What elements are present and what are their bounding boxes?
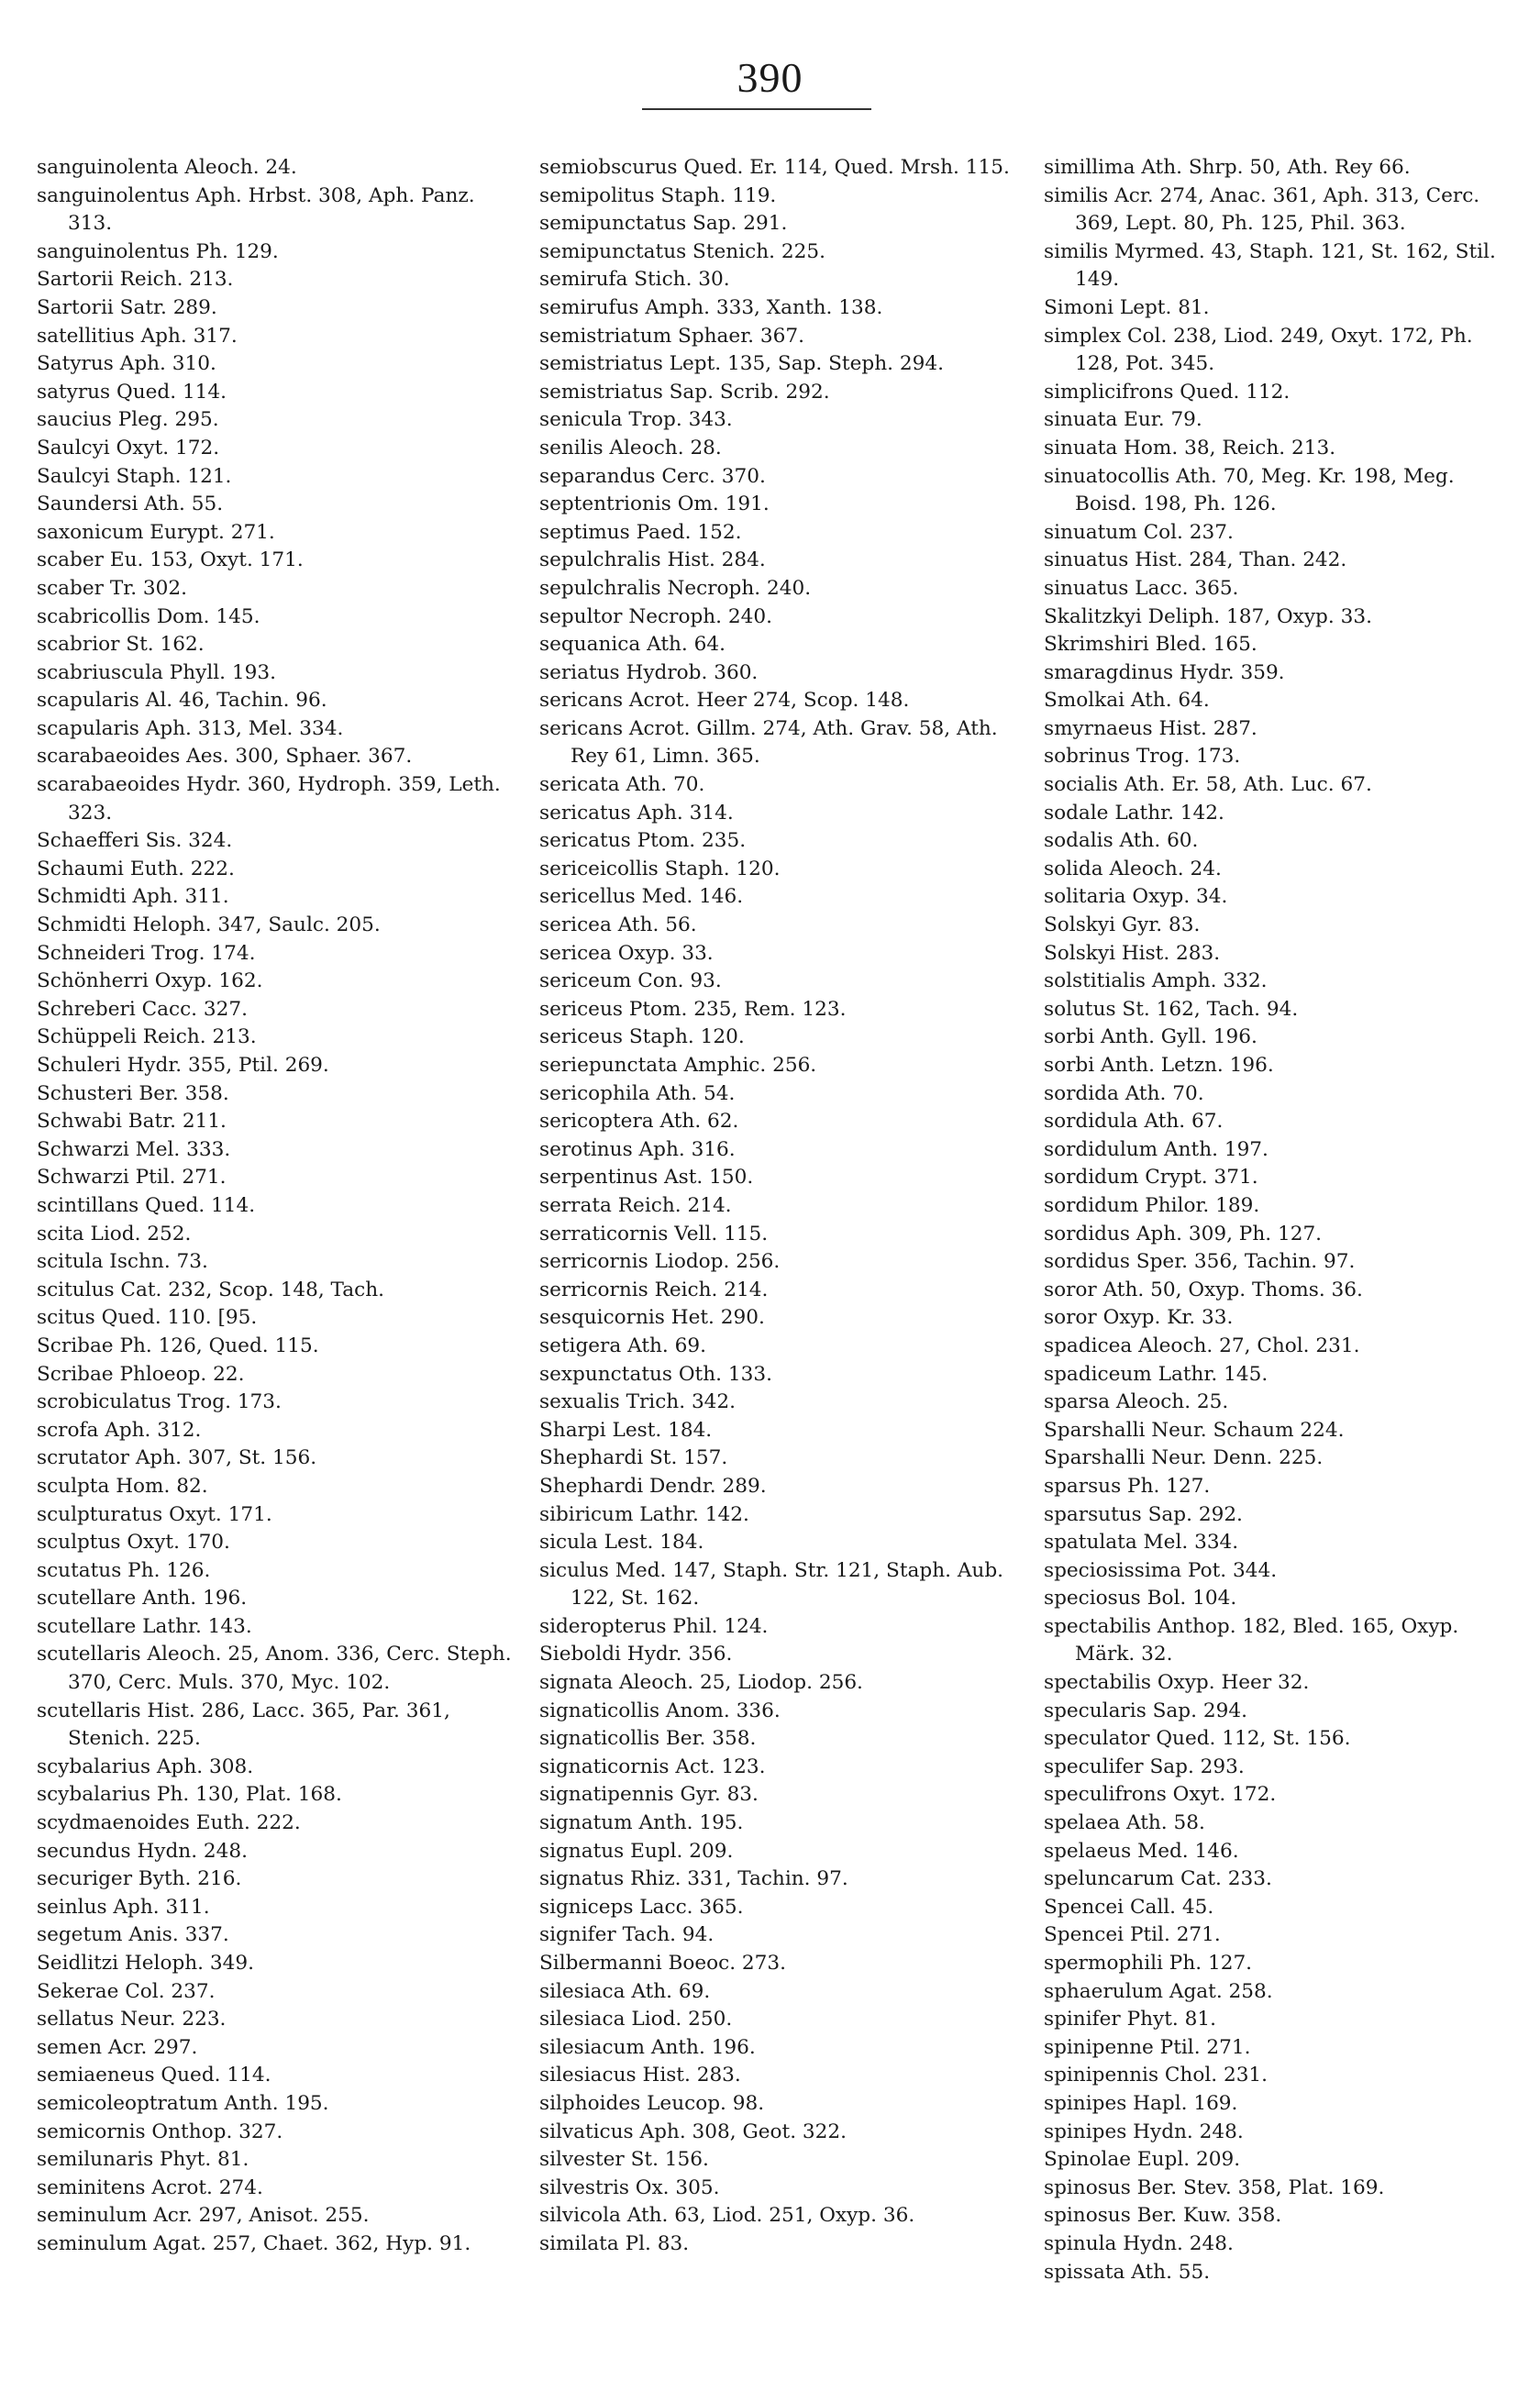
index-entry: sordidula Ath. 67. <box>1044 1110 1224 1134</box>
index-entry: sepulchralis Necroph. 240. <box>539 576 812 600</box>
index-entry: sicula Lest. 184. <box>539 1531 704 1555</box>
index-entry: scitula Ischn. 73. <box>37 1250 208 1274</box>
index-entry: Schüppeli Reich. 213. <box>37 1025 257 1049</box>
index-entry: Saulcyi Oxyt. 172. <box>37 436 220 459</box>
index-entry: sequanica Ath. 64. <box>539 633 726 657</box>
index-entry: Spinolae Eupl. 209. <box>1044 2148 1241 2172</box>
index-entry: scarabaeoides Hydr. 360, Hydroph. 359, Leth. 323. <box>37 773 501 825</box>
index-entry: semirufa Stich. 30. <box>539 268 730 292</box>
index-entry: scydmaenoides Euth. 222. <box>37 1811 301 1835</box>
index-entry: spadicea Aleoch. 27, Chol. 231. <box>1044 1334 1360 1357</box>
index-entry: sparsus Ph. 127. <box>1044 1474 1211 1498</box>
index-entry: Sharpi Lest. 184. <box>539 1418 713 1442</box>
index-entry: semipunctatus Sap. 291. <box>539 212 788 236</box>
index-entry: spadiceum Lathr. 145. <box>1044 1362 1269 1386</box>
index-entry: scaber Eu. 153, Oxyt. 171. <box>37 548 304 572</box>
index-entry: sesquicornis Het. 290. <box>539 1306 765 1330</box>
index-entry: scutellare Anth. 196. <box>37 1587 248 1611</box>
index-entry: sobrinus Trog. 173. <box>1044 745 1241 769</box>
index-entry: Schusteri Ber. 358. <box>37 1081 229 1105</box>
index-entry: scabricollis Dom. 145. <box>37 604 260 628</box>
index-entry: scutellare Lathr. 143. <box>37 1614 252 1638</box>
index-entry: sordidus Sper. 356, Tachin. 97. <box>1044 1250 1356 1274</box>
index-entry: secundus Hydn. 248. <box>37 1839 249 1863</box>
index-entry: serricornis Liodop. 256. <box>539 1250 781 1274</box>
index-entry: silvicola Ath. 63, Liod. 251, Oxyp. 36. <box>539 2204 915 2228</box>
index-entry: setigera Ath. 69. <box>539 1334 706 1357</box>
index-entry: Sparshalli Neur. Schaum 224. <box>1044 1418 1345 1442</box>
index-entry: sordida Ath. 70. <box>1044 1081 1204 1105</box>
index-entry: sericellus Med. 146. <box>539 885 744 909</box>
index-entry: Sekerae Col. 237. <box>37 1979 216 2003</box>
index-column-2 <box>539 154 1016 2259</box>
index-entry: silvestris Ox. 305. <box>539 2175 720 2199</box>
index-entry: Schwabi Batr. 211. <box>37 1110 227 1134</box>
index-entry: Schönherri Oxyp. 162. <box>37 969 263 993</box>
index-entry: signaticornis Act. 123. <box>539 1754 766 1778</box>
index-entry: signaticollis Ber. 358. <box>539 1727 757 1751</box>
index-entry: Saulcyi Staph. 121. <box>37 464 232 488</box>
index-entry: signatum Anth. 195. <box>539 1811 744 1835</box>
index-entry: semiobscurus Qued. Er. 114, Qued. Mrsh. 115. <box>539 156 1010 179</box>
index-entry: semirufus Amph. 333, Xanth. 138. <box>539 295 883 319</box>
index-entry: sericans Acrot. Heer 274, Scop. 148. <box>539 689 910 713</box>
index-entry: semicornis Onthop. 327. <box>37 2120 283 2143</box>
index-entry: sexpunctatus Oth. 133. <box>539 1362 772 1386</box>
index-entry: signifer Tach. 94. <box>539 1923 715 1947</box>
index-entry: sericeum Con. 93. <box>539 969 722 993</box>
index-entry: Schaefferi Sis. 324. <box>37 829 233 853</box>
index-entry: segetum Anis. 337. <box>37 1923 229 1947</box>
index-entry: sordidum Crypt. 371. <box>1044 1166 1258 1190</box>
index-entry: scarabaeoides Aes. 300, Sphaer. 367. <box>37 745 413 769</box>
index-entry: seminulum Acr. 297, Anisot. 255. <box>37 2204 370 2228</box>
index-entry: sibiricum Lathr. 142. <box>539 1502 749 1526</box>
index-entry: scapularis Al. 46, Tachin. 96. <box>37 689 327 713</box>
index-entry: satyrus Qued. 114. <box>37 380 227 404</box>
index-entry: sinuata Hom. 38, Reich. 213. <box>1044 436 1336 459</box>
index-entry: scabriuscula Phyll. 193. <box>37 660 276 684</box>
index-entry: speluncarum Cat. 233. <box>1044 1867 1272 1891</box>
index-entry: sericans Acrot. Gillm. 274, Ath. Grav. 58, Ath. Rey 61, Limn. 365. <box>539 716 998 769</box>
index-entry: Schaumi Euth. 222. <box>37 857 235 880</box>
index-entry: silphoides Leucop. 98. <box>539 2091 765 2115</box>
index-entry: sordidum Philor. 189. <box>1044 1193 1260 1217</box>
index-entry: similis Myrmed. 43, Staph. 121, St. 162, Stil. 149. <box>1044 239 1496 292</box>
index-entry: sideropterus Phil. 124. <box>539 1614 769 1638</box>
index-entry: silesiaca Ath. 69. <box>539 1979 711 2003</box>
index-entry: sericea Oxyp. 33. <box>539 941 714 965</box>
index-entry: serpentinus Ast. 150. <box>539 1166 754 1190</box>
index-entry: semipunctatus Stenich. 225. <box>539 239 825 263</box>
index-entry: Skrimshiri Bled. 165. <box>1044 633 1257 657</box>
index-entry: spinipes Hapl. 169. <box>1044 2091 1238 2115</box>
index-entry: speculator Qued. 112, St. 156. <box>1044 1727 1351 1751</box>
index-entry: sorbi Anth. Letzn. 196. <box>1044 1054 1274 1077</box>
index-entry: seriepunctata Amphic. 256. <box>539 1054 817 1077</box>
index-entry: spelaea Ath. 58. <box>1044 1811 1205 1835</box>
index-entry: Seidlitzi Heloph. 349. <box>37 1952 254 1975</box>
index-entry: Shephardi Dendr. 289. <box>539 1474 767 1498</box>
index-entry: signata Aleoch. 25, Liodop. 256. <box>539 1671 863 1695</box>
index-entry: saxonicum Eurypt. 271. <box>37 520 275 544</box>
index-entry: scutellaris Hist. 286, Lacc. 365, Par. 361, Stenich. 225. <box>37 1699 450 1751</box>
index-entry: sphaerulum Agat. 258. <box>1044 1979 1273 2003</box>
index-entry: Spencei Ptil. 271. <box>1044 1923 1221 1947</box>
index-entry: sericoptera Ath. 62. <box>539 1110 739 1134</box>
index-entry: spissata Ath. 55. <box>1044 2260 1211 2284</box>
page-number: 390 <box>737 54 803 101</box>
index-entry: spectabilis Oxyp. Heer 32. <box>1044 1671 1310 1695</box>
index-entry: semilunaris Phyt. 81. <box>37 2148 249 2172</box>
index-entry: Schmidti Aph. 311. <box>37 885 229 909</box>
index-entry: scutatus Ph. 126. <box>37 1558 211 1582</box>
index-entry: sinuatum Col. 237. <box>1044 520 1234 544</box>
index-entry: silesiaca Liod. 250. <box>539 2008 733 2031</box>
index-entry: spectabilis Anthop. 182, Bled. 165, Oxyp. Märk. 32. <box>1044 1614 1459 1666</box>
index-entry: semiaeneus Qued. 114. <box>37 2064 271 2087</box>
index-column-3 <box>1044 154 1521 2286</box>
index-entry: signatipennis Gyr. 83. <box>539 1783 759 1807</box>
index-entry: spinifer Phyt. 81. <box>1044 2008 1216 2031</box>
index-entry: Saundersi Ath. 55. <box>37 493 224 516</box>
index-entry: sepulchralis Hist. 284. <box>539 548 766 572</box>
index-entry: sinuatocollis Ath. 70, Meg. Kr. 198, Meg. Boisd. 198, Ph. 126. <box>1044 464 1455 516</box>
index-entry: saucius Pleg. 295. <box>37 408 219 432</box>
index-entry: sericatus Aph. 314. <box>539 801 734 825</box>
index-entry: satellitius Aph. 317. <box>37 324 238 348</box>
index-entry: siculus Med. 147, Staph. Str. 121, Staph. Aub. 122, St. 162. <box>539 1558 1004 1611</box>
index-entry: scrutator Aph. 307, St. 156. <box>37 1446 317 1470</box>
index-entry: serrata Reich. 214. <box>539 1193 732 1217</box>
index-entry: Sieboldi Hydr. 356. <box>539 1643 733 1666</box>
index-entry: scapularis Aph. 313, Mel. 334. <box>37 716 344 740</box>
index-entry: sinuata Eur. 79. <box>1044 408 1202 432</box>
index-entry: spinosus Ber. Stev. 358, Plat. 169. <box>1044 2175 1385 2199</box>
index-entry: socialis Ath. Er. 58, Ath. Luc. 67. <box>1044 773 1372 797</box>
index-entry: silvester St. 156. <box>539 2148 709 2172</box>
index-entry: scaber Tr. 302. <box>37 576 187 600</box>
header-rule <box>642 108 871 110</box>
index-entry: sorbi Anth. Gyll. 196. <box>1044 1025 1257 1049</box>
index-entry: simplicifrons Qued. 112. <box>1044 380 1291 404</box>
index-entry: solstitialis Amph. 332. <box>1044 969 1268 993</box>
index-entry: soror Ath. 50, Oxyp. Thoms. 36. <box>1044 1278 1363 1301</box>
index-column-1 <box>37 154 514 2259</box>
index-entry: Smolkai Ath. 64. <box>1044 689 1210 713</box>
index-entry: septentrionis Om. 191. <box>539 493 770 516</box>
index-entry: smaragdinus Hydr. 359. <box>1044 660 1285 684</box>
index-entry: sordidus Aph. 309, Ph. 127. <box>1044 1222 1323 1245</box>
index-entry: sordidulum Anth. 197. <box>1044 1137 1269 1161</box>
index-entry: semen Acr. 297. <box>37 2035 198 2059</box>
index-entry: Silbermanni Boeoc. 273. <box>539 1952 787 1975</box>
index-entry: Sartorii Satr. 289. <box>37 295 217 319</box>
index-entry: signatus Eupl. 209. <box>539 1839 734 1863</box>
index-entry: Scribae Ph. 126, Qued. 115. <box>37 1334 319 1357</box>
index-entry: senilis Aleoch. 28. <box>539 436 722 459</box>
index-entry: sculpta Hom. 82. <box>37 1474 208 1498</box>
index-entry: semipolitus Staph. 119. <box>539 183 777 207</box>
index-entry: spinula Hydn. 248. <box>1044 2231 1234 2255</box>
index-entry: simillima Ath. Shrp. 50, Ath. Rey 66. <box>1044 156 1411 179</box>
index-entry: sodale Lathr. 142. <box>1044 801 1224 825</box>
index-entry: sanguinolentus Aph. Hrbst. 308, Aph. Panz. 313. <box>37 183 475 236</box>
index-entry: sinuatus Lacc. 365. <box>1044 576 1239 600</box>
index-entry: scybalarius Ph. 130, Plat. 168. <box>37 1783 342 1807</box>
index-entry: scita Liod. 252. <box>37 1222 192 1245</box>
index-entry: spatulata Mel. 334. <box>1044 1531 1239 1555</box>
index-entry: semicoleoptratum Anth. 195. <box>37 2091 329 2115</box>
index-entry: seminitens Acrot. 274. <box>37 2175 263 2199</box>
index-entry: sexualis Trich. 342. <box>539 1390 737 1414</box>
index-entry: sericeus Staph. 120. <box>539 1025 745 1049</box>
index-entry: sericea Ath. 56. <box>539 913 697 937</box>
index-entry: sparsutus Sap. 292. <box>1044 1502 1243 1526</box>
index-entry: scitus Qued. 110. [95. <box>37 1306 258 1330</box>
index-entry: sculpturatus Oxyt. 171. <box>37 1502 272 1526</box>
index-entry: speciosissima Pot. 344. <box>1044 1558 1278 1582</box>
index-entry: serraticornis Vell. 115. <box>539 1222 769 1245</box>
index-entry: semistriatus Sap. Scrib. 292. <box>539 380 830 404</box>
index-entry: Satyrus Aph. 310. <box>37 352 216 376</box>
index-entry: Sparshalli Neur. Denn. 225. <box>1044 1446 1324 1470</box>
index-entry: senicula Trop. 343. <box>539 408 733 432</box>
index-entry: solida Aleoch. 24. <box>1044 857 1222 880</box>
index-entry: Schwarzi Ptil. 271. <box>37 1166 227 1190</box>
index-entry: Sartorii Reich. 213. <box>37 268 234 292</box>
index-entry: similis Acr. 274, Anac. 361, Aph. 313, Cerc. 369, Lept. 80, Ph. 125, Phil. 363. <box>1044 183 1480 236</box>
index-entry: scabrior St. 162. <box>37 633 205 657</box>
index-entry: specularis Sap. 294. <box>1044 1699 1247 1722</box>
index-entry: sericeus Ptom. 235, Rem. 123. <box>539 997 847 1021</box>
index-entry: scitulus Cat. 232, Scop. 148, Tach. <box>37 1278 385 1301</box>
index-entry: silesiacus Hist. 283. <box>539 2064 741 2087</box>
index-entry: Schwarzi Mel. 333. <box>37 1137 231 1161</box>
index-entry: Solskyi Hist. 283. <box>1044 941 1221 965</box>
index-entry: spinipennis Chol. 231. <box>1044 2064 1269 2087</box>
index-entry: sericata Ath. 70. <box>539 773 705 797</box>
index-entry: seminulum Agat. 257, Chaet. 362, Hyp. 91. <box>37 2231 471 2255</box>
index-entry: Schmidti Heloph. 347, Saulc. 205. <box>37 913 381 937</box>
index-entry: sanguinolentus Ph. 129. <box>37 239 279 263</box>
index-entry: sericophila Ath. 54. <box>539 1081 736 1105</box>
index-entry: semistriatus Lept. 135, Sap. Steph. 294. <box>539 352 944 376</box>
index-entry: scrobiculatus Trog. 173. <box>37 1390 282 1414</box>
index-entry: sericeicollis Staph. 120. <box>539 857 781 880</box>
index-entry: serricornis Reich. 214. <box>539 1278 769 1301</box>
index-entry: speciosus Bol. 104. <box>1044 1587 1237 1611</box>
index-entry: Skalitzkyi Deliph. 187, Oxyp. 33. <box>1044 604 1372 628</box>
index-entry: spinipenne Ptil. 271. <box>1044 2035 1251 2059</box>
index-entry: spinipes Hydn. 248. <box>1044 2120 1244 2143</box>
index-entry: speculifrons Oxyt. 172. <box>1044 1783 1277 1807</box>
index-entry: Schuleri Hydr. 355, Ptil. 269. <box>37 1054 329 1077</box>
index-entry: Schreberi Cacc. 327. <box>37 997 248 1021</box>
index-entry: solutus St. 162, Tach. 94. <box>1044 997 1299 1021</box>
index-entry: sericatus Ptom. 235. <box>539 829 747 853</box>
index-entry: spinosus Ber. Kuw. 358. <box>1044 2204 1282 2228</box>
index-entry: seriatus Hydrob. 360. <box>539 660 759 684</box>
index-entry: smyrnaeus Hist. 287. <box>1044 716 1257 740</box>
index-entry: solitaria Oxyp. 34. <box>1044 885 1228 909</box>
index-entry: simplex Col. 238, Liod. 249, Oxyt. 172, Ph. 128, Pot. 345. <box>1044 324 1473 376</box>
index-entry: Solskyi Gyr. 83. <box>1044 913 1201 937</box>
index-entry: spelaeus Med. 146. <box>1044 1839 1239 1863</box>
index-entry: sellatus Neur. 223. <box>37 2008 227 2031</box>
index-entry: scrofa Aph. 312. <box>37 1418 202 1442</box>
index-entry: Spencei Call. 45. <box>1044 1895 1214 1919</box>
index-entry: sinuatus Hist. 284, Than. 242. <box>1044 548 1347 572</box>
index-entry: signiceps Lacc. 365. <box>539 1895 744 1919</box>
index-entry: silesiacum Anth. 196. <box>539 2035 756 2059</box>
index-entry: sculptus Oxyt. 170. <box>37 1531 230 1555</box>
index-entry: sanguinolenta Aleoch. 24. <box>37 156 297 179</box>
index-entry: sodalis Ath. 60. <box>1044 829 1199 853</box>
index-entry: signatus Rhiz. 331, Tachin. 97. <box>539 1867 848 1891</box>
index-entry: scutellaris Aleoch. 25, Anom. 336, Cerc. Steph. 370, Cerc. Muls. 370, Myc. 102. <box>37 1643 512 1695</box>
index-entry: silvaticus Aph. 308, Geot. 322. <box>539 2120 848 2143</box>
index-entry: serotinus Aph. 316. <box>539 1137 736 1161</box>
index-entry: soror Oxyp. Kr. 33. <box>1044 1306 1234 1330</box>
index-entry: semistriatum Sphaer. 367. <box>539 324 804 348</box>
index-entry: spermophili Ph. 127. <box>1044 1952 1253 1975</box>
index-entry: separandus Cerc. 370. <box>539 464 766 488</box>
index-entry: Schneideri Trog. 174. <box>37 941 256 965</box>
index-entry: scybalarius Aph. 308. <box>37 1754 254 1778</box>
index-entry: sparsa Aleoch. 25. <box>1044 1390 1229 1414</box>
index-entry: speculifer Sap. 293. <box>1044 1754 1245 1778</box>
index-entry: signaticollis Anom. 336. <box>539 1699 781 1722</box>
index-entry: Simoni Lept. 81. <box>1044 295 1210 319</box>
index-entry: sepultor Necroph. 240. <box>539 604 772 628</box>
index-entry: seinlus Aph. 311. <box>37 1895 210 1919</box>
index-entry: scintillans Qued. 114. <box>37 1193 256 1217</box>
index-entry: securiger Byth. 216. <box>37 1867 242 1891</box>
index-entry: similata Pl. 83. <box>539 2231 690 2255</box>
index-entry: Scribae Phloeop. 22. <box>37 1362 245 1386</box>
index-entry: septimus Paed. 152. <box>539 520 742 544</box>
index-entry: Shephardi St. 157. <box>539 1446 728 1470</box>
